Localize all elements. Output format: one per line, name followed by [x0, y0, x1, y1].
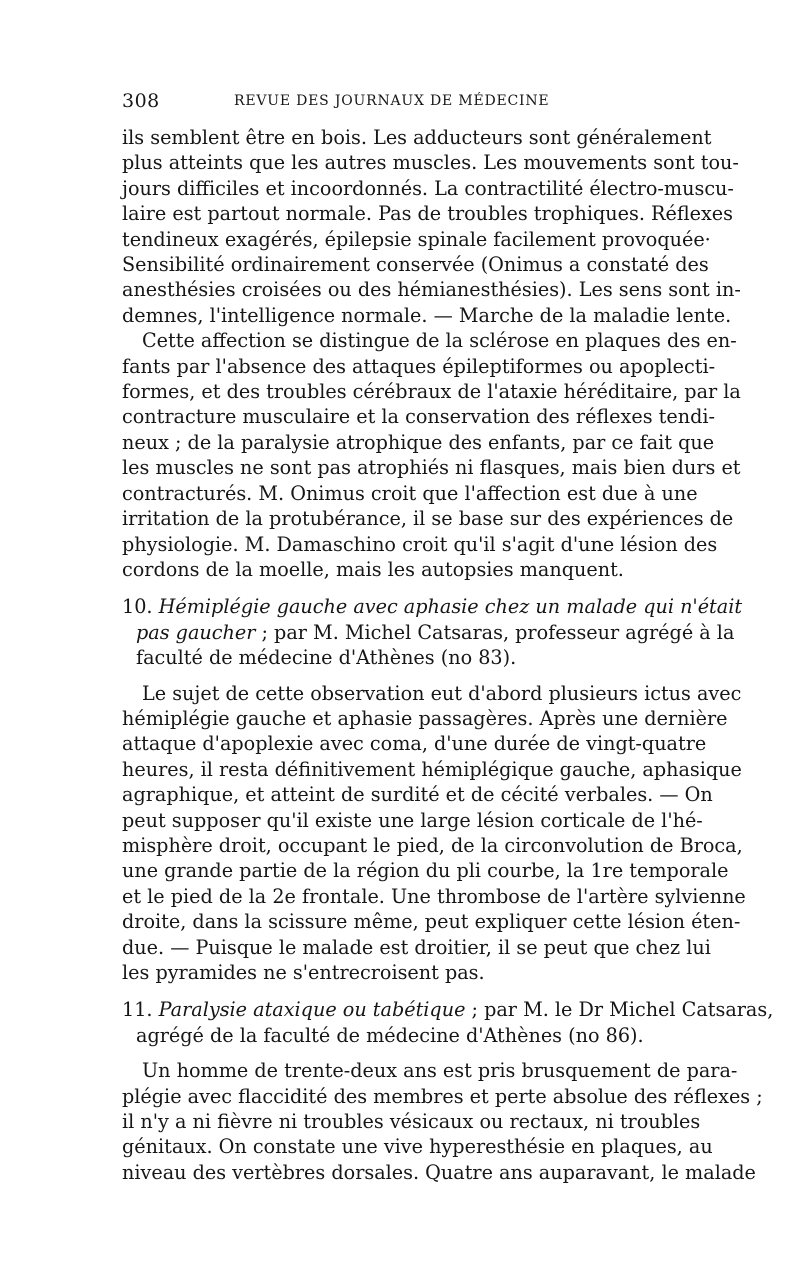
item-number: 11. [122, 998, 153, 1022]
text-line: Sensibilité ordinairement conservée (Onimus a constaté des [122, 253, 709, 277]
text-line: irritation de la protubérance, il se base sur des expériences de [122, 507, 734, 531]
text-line: physiologie. M. Damaschino croit qu'il s'agit d'une lésion des [122, 532, 718, 556]
text-line: formes, et des troubles cérébraux de l'ataxie héréditaire, par la [122, 380, 741, 404]
page-number: 308 [122, 90, 160, 112]
text-line: Un homme de trente-deux ans est pris brusquement de para- [142, 1059, 738, 1083]
text-line: plus atteints que les autres muscles. Les mouvements sont tou- [122, 151, 739, 175]
item-title-italic: Hémiplégie gauche avec aphasie chez un malade qui n'était [158, 595, 743, 619]
item-author: ; par M. Michel Catsaras, professeur agrégé à la [255, 620, 735, 644]
text-line: Cette affection se distingue de la sclérose en plaques des en- [142, 329, 737, 353]
page-header [122, 90, 682, 120]
item-source: faculté de médecine d'Athènes (no 83). [136, 646, 517, 670]
text-line: laire est partout normale. Pas de troubles trophiques. Réflexes [122, 202, 733, 226]
text-line: plégie avec flaccidité des membres et perte absolue des réflexes ; [122, 1084, 763, 1108]
paragraph-1 [122, 125, 741, 328]
text-line: ils semblent être en bois. Les adducteurs sont généralement [122, 126, 712, 149]
text-line: attaque d'apoplexie avec coma, d'une durée de vingt-quatre [122, 732, 707, 756]
text-line: contracture musculaire et la conservation des réflexes tendi- [122, 405, 715, 429]
text-line: niveau des vertèbres dorsales. Quatre ans auparavant, le malade [122, 1160, 756, 1184]
text-line: jours difficiles et incoordonnés. La contractilité électro-muscu- [122, 176, 734, 200]
text-line: heures, il resta définitivement hémiplégique gauche, aphasique [122, 757, 742, 781]
text-line: neux ; de la paralysie atrophique des enfants, par ce fait que [122, 430, 715, 454]
text-line: misphère droit, occupant le pied, de la circonvolution de Broca, [122, 833, 743, 857]
paragraph-2 [122, 328, 741, 582]
item-11-body [122, 1058, 763, 1185]
item-source: agrégé de la faculté de médecine d'Athènes (no 86). [136, 1023, 644, 1047]
text-line: agraphique, et atteint de surdité et de cécité verbales. — On [122, 783, 713, 807]
text-line: tendineux exagérés, épilepsie spinale facilement provoquée· [122, 227, 711, 251]
text-line: les pyramides ne s'entrecroisent pas. [122, 961, 485, 984]
item-author: ; par M. le Dr Michel Catsaras, [465, 998, 774, 1022]
text-line: hémiplégie gauche et aphasie passagères. Après une dernière [122, 706, 728, 730]
text-line: fants par l'absence des attaques épileptiformes ou apoplecti- [122, 354, 716, 378]
text-line: droite, dans la scissure même, peut expliquer cette lésion éten- [122, 910, 741, 934]
text-line: demnes, l'intelligence normale. — Marche de la maladie lente. [122, 303, 732, 327]
text-line: anesthésies croisées ou des hémianesthésies). Les sens sont in- [122, 278, 741, 302]
item-title-italic: Paralysie ataxique ou tabétique [158, 998, 466, 1022]
item-11-heading [122, 997, 774, 1048]
text-line: cordons de la moelle, mais les autopsies manquent. [122, 557, 624, 581]
item-10-body [122, 681, 746, 986]
page-body [122, 125, 774, 1185]
item-title-italic: pas gaucher [136, 620, 256, 644]
text-line: une grande partie de la région du pli courbe, la 1re temporale [122, 859, 729, 883]
running-head: REVUE DES JOURNAUX DE MÉDECINE [234, 93, 550, 109]
text-line: peut supposer qu'il existe une large lésion corticale de l'hé- [122, 808, 703, 832]
text-line: contracturés. M. Onimus croit que l'affection est due à une [122, 481, 698, 505]
item-number: 10. [122, 595, 153, 619]
text-line: due. — Puisque le malade est droitier, il se peut que chez lui [122, 935, 711, 959]
text-line: et le pied de la 2e frontale. Une thrombose de l'artère sylvienne [122, 884, 746, 908]
text-line: génitaux. On constate une vive hyperesthésie en plaques, au [122, 1135, 713, 1159]
item-10-heading [122, 594, 743, 670]
text-line: les muscles ne sont pas atrophiés ni flasques, mais bien durs et [122, 456, 741, 480]
text-line: Le sujet de cette observation eut d'abord plusieurs ictus avec [142, 681, 742, 705]
text-line: il n'y a ni fièvre ni troubles vésicaux ou rectaux, ni troubles [122, 1110, 701, 1134]
